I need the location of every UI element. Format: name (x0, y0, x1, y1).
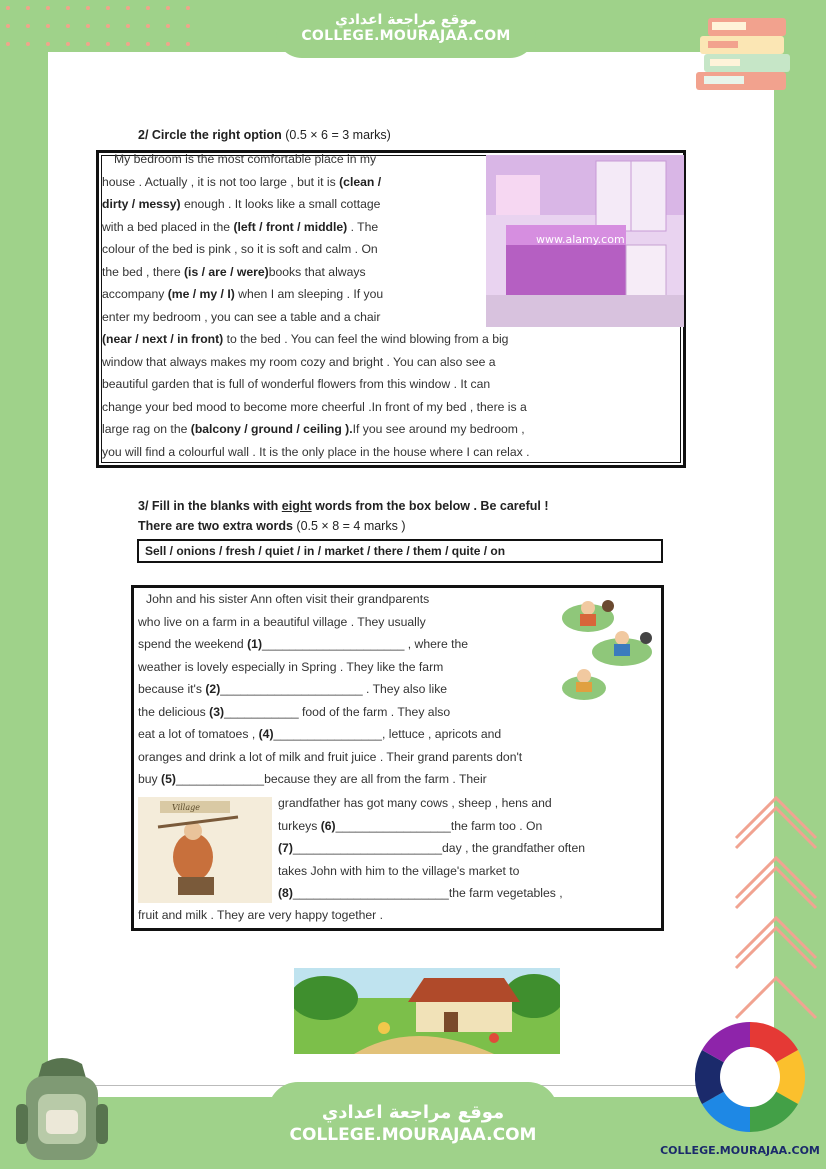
text-line: accompany (me / my / I) when I am sleeping . If you (102, 287, 384, 301)
decorative-dot (166, 42, 170, 46)
decorative-dot (106, 6, 110, 10)
text-line: the delicious (3)___________ food of the farm . They also (138, 704, 451, 719)
footer-arabic: موقع مراجعة اعدادي (321, 1102, 505, 1123)
decorative-dot (146, 6, 150, 10)
blank-3[interactable]: (3) (209, 704, 225, 719)
option-me-my-i[interactable]: (me / my / I) (167, 287, 235, 301)
text-line: with a bed placed in the (left / front / middle) . The (102, 219, 379, 234)
option-is-are-were[interactable]: (is / are / were) (184, 264, 269, 279)
decorative-dot (146, 24, 150, 28)
decorative-dot (186, 24, 190, 28)
text-line: the bed , there (is / are / were)books that always (102, 264, 366, 279)
section2-marks: (0.5 × 6 = 3 marks) (285, 128, 391, 142)
section3-title: 3/ Fill in the blanks with eight words from the box below . Be careful ! There are two extra words (0.5 × 8 = 4 marks ) (138, 499, 549, 533)
text-line: because it's (2)_____________________ . They also like (138, 682, 448, 696)
decorative-dot (186, 6, 190, 10)
text-line: window that always makes my room cozy and bright . You can also see a (102, 354, 496, 369)
blank-2[interactable]: (2) (205, 682, 221, 696)
decorative-dot (66, 6, 70, 10)
blank-5[interactable]: (5) (161, 772, 176, 786)
text-line: (8)_______________________the farm vegetables , (278, 886, 563, 900)
books-icon (690, 14, 800, 94)
decorative-dot (106, 24, 110, 28)
decorative-dot (6, 6, 10, 10)
decorative-dot (26, 6, 30, 10)
grandfather-village-image (138, 797, 272, 903)
footer-site-link[interactable]: COLLEGE.MOURAJAA.COM (289, 1125, 537, 1145)
chevron-up-icons (730, 790, 826, 1030)
bedroom-image (486, 155, 684, 327)
text-line: takes John with him to the village's market to (278, 863, 520, 878)
decorative-dot (26, 42, 30, 46)
text-line: you will find a colourful wall . It is the only place in the house where I can relax . (102, 444, 530, 459)
village-sign-text: Village (172, 803, 200, 812)
header-banner[interactable] (276, 6, 536, 58)
frame-left (0, 0, 48, 1169)
text-line: beautiful garden that is full of wonderful flowers from this window . It can (102, 377, 491, 391)
decorative-dot (26, 24, 30, 28)
option-near-next-infront[interactable]: (near / next / in front) (102, 332, 224, 346)
text-line: change your bed mood to become more cheerful .In front of my bed , there is a (102, 399, 527, 414)
image-watermark: www.alamy.com (536, 233, 625, 246)
header-site-link[interactable]: COLLEGE.MOURAJAA.COM (301, 28, 511, 44)
header-arabic: موقع مراجعة اعدادي (335, 12, 477, 28)
option-left-front-middle[interactable]: (left / front / middle) (233, 219, 348, 234)
text-line: weather is lovely especially in Spring . They like the farm (138, 659, 444, 674)
section3-paragraph-top (138, 588, 546, 723)
option-clean-dirty-messy-2[interactable]: dirty / messy) (102, 197, 181, 211)
text-line: grandfather has got many cows , sheep , hens and (278, 796, 552, 810)
word-box: Sell / onions / fresh / quiet / in / market / there / them / quite / on (137, 539, 663, 563)
decorative-dots (6, 6, 206, 56)
logo-site-text: COLLEGE.MOURAJAA.COM (660, 1144, 820, 1157)
backpack-icon (12, 1054, 112, 1164)
farm-village-image (294, 968, 560, 1054)
text-line: buy (5)_____________because they are all from the farm . Their (138, 772, 487, 786)
footer-banner[interactable] (268, 1082, 558, 1169)
blank-1[interactable]: (1) (247, 637, 263, 651)
site-logo-icon[interactable] (695, 1022, 805, 1132)
text-line: enter my bedroom , you can see a table and a chair (102, 309, 381, 324)
decorative-dot (86, 6, 90, 10)
section3-paragraph-end (138, 904, 638, 927)
section2-title-text: 2/ Circle the right option (138, 128, 282, 142)
decorative-dot (6, 42, 10, 46)
text-line: oranges and drink a lot of milk and fruit juice . Their grand parents don't (138, 749, 523, 764)
decorative-dot (126, 6, 130, 10)
decorative-dot (66, 42, 70, 46)
decorative-dot (166, 24, 170, 28)
decorative-dot (106, 42, 110, 46)
decorative-dot (46, 6, 50, 10)
decorative-dot (126, 24, 130, 28)
children-farm-image (558, 594, 662, 704)
blank-8[interactable]: (8) (278, 886, 293, 900)
text-line: spend the weekend (1)_____________________ , where the (138, 637, 469, 651)
text-line: dirty / messy) enough . It looks like a small cottage (102, 197, 381, 211)
text-line: colour of the bed is pink , so it is soft and calm . On (102, 242, 378, 256)
blank-6[interactable]: (6) (320, 818, 336, 833)
section3-paragraph-right (278, 792, 656, 905)
decorative-dot (6, 24, 10, 28)
text-line: large rag on the (balcony / ground / ceiling ).If you see around my bedroom , (102, 422, 525, 436)
option-balcony-ground-ceiling[interactable]: (balcony / ground / ceiling ). (190, 422, 353, 436)
text-line: turkeys (6)_________________the farm too . On (278, 818, 543, 833)
text-line: (near / next / in front) to the bed . You can feel the wind blowing from a big (102, 332, 509, 346)
section2-title (138, 128, 391, 142)
text-line: John and his sister Ann often visit their grandparents (146, 592, 430, 606)
section2-paragraph-top (102, 148, 480, 328)
text-line: house . Actually , it is not too large , but it is (clean / (102, 174, 382, 189)
text-line: My bedroom is the most comfortable place in my (114, 152, 377, 166)
decorative-dot (186, 42, 190, 46)
decorative-dot (86, 24, 90, 28)
decorative-dot (126, 42, 130, 46)
text-line: eat a lot of tomatoes , (4)________________, lettuce , apricots and (138, 727, 502, 741)
section2-paragraph-bottom (102, 328, 680, 463)
decorative-dot (46, 42, 50, 46)
option-clean-dirty-messy[interactable]: (clean / (339, 174, 382, 189)
text-line: who live on a farm in a beautiful village . They usually (138, 614, 426, 629)
blank-4[interactable]: (4) (258, 727, 274, 741)
decorative-dot (66, 24, 70, 28)
text-line: fruit and milk . They are very happy together . (138, 908, 383, 922)
decorative-dot (46, 24, 50, 28)
blank-7[interactable]: (7) (278, 841, 293, 855)
decorative-dot (166, 6, 170, 10)
section3-paragraph-middle (138, 723, 658, 791)
text-line: (7)______________________day , the grandfather often (278, 841, 585, 855)
decorative-dot (86, 42, 90, 46)
decorative-dot (146, 42, 150, 46)
